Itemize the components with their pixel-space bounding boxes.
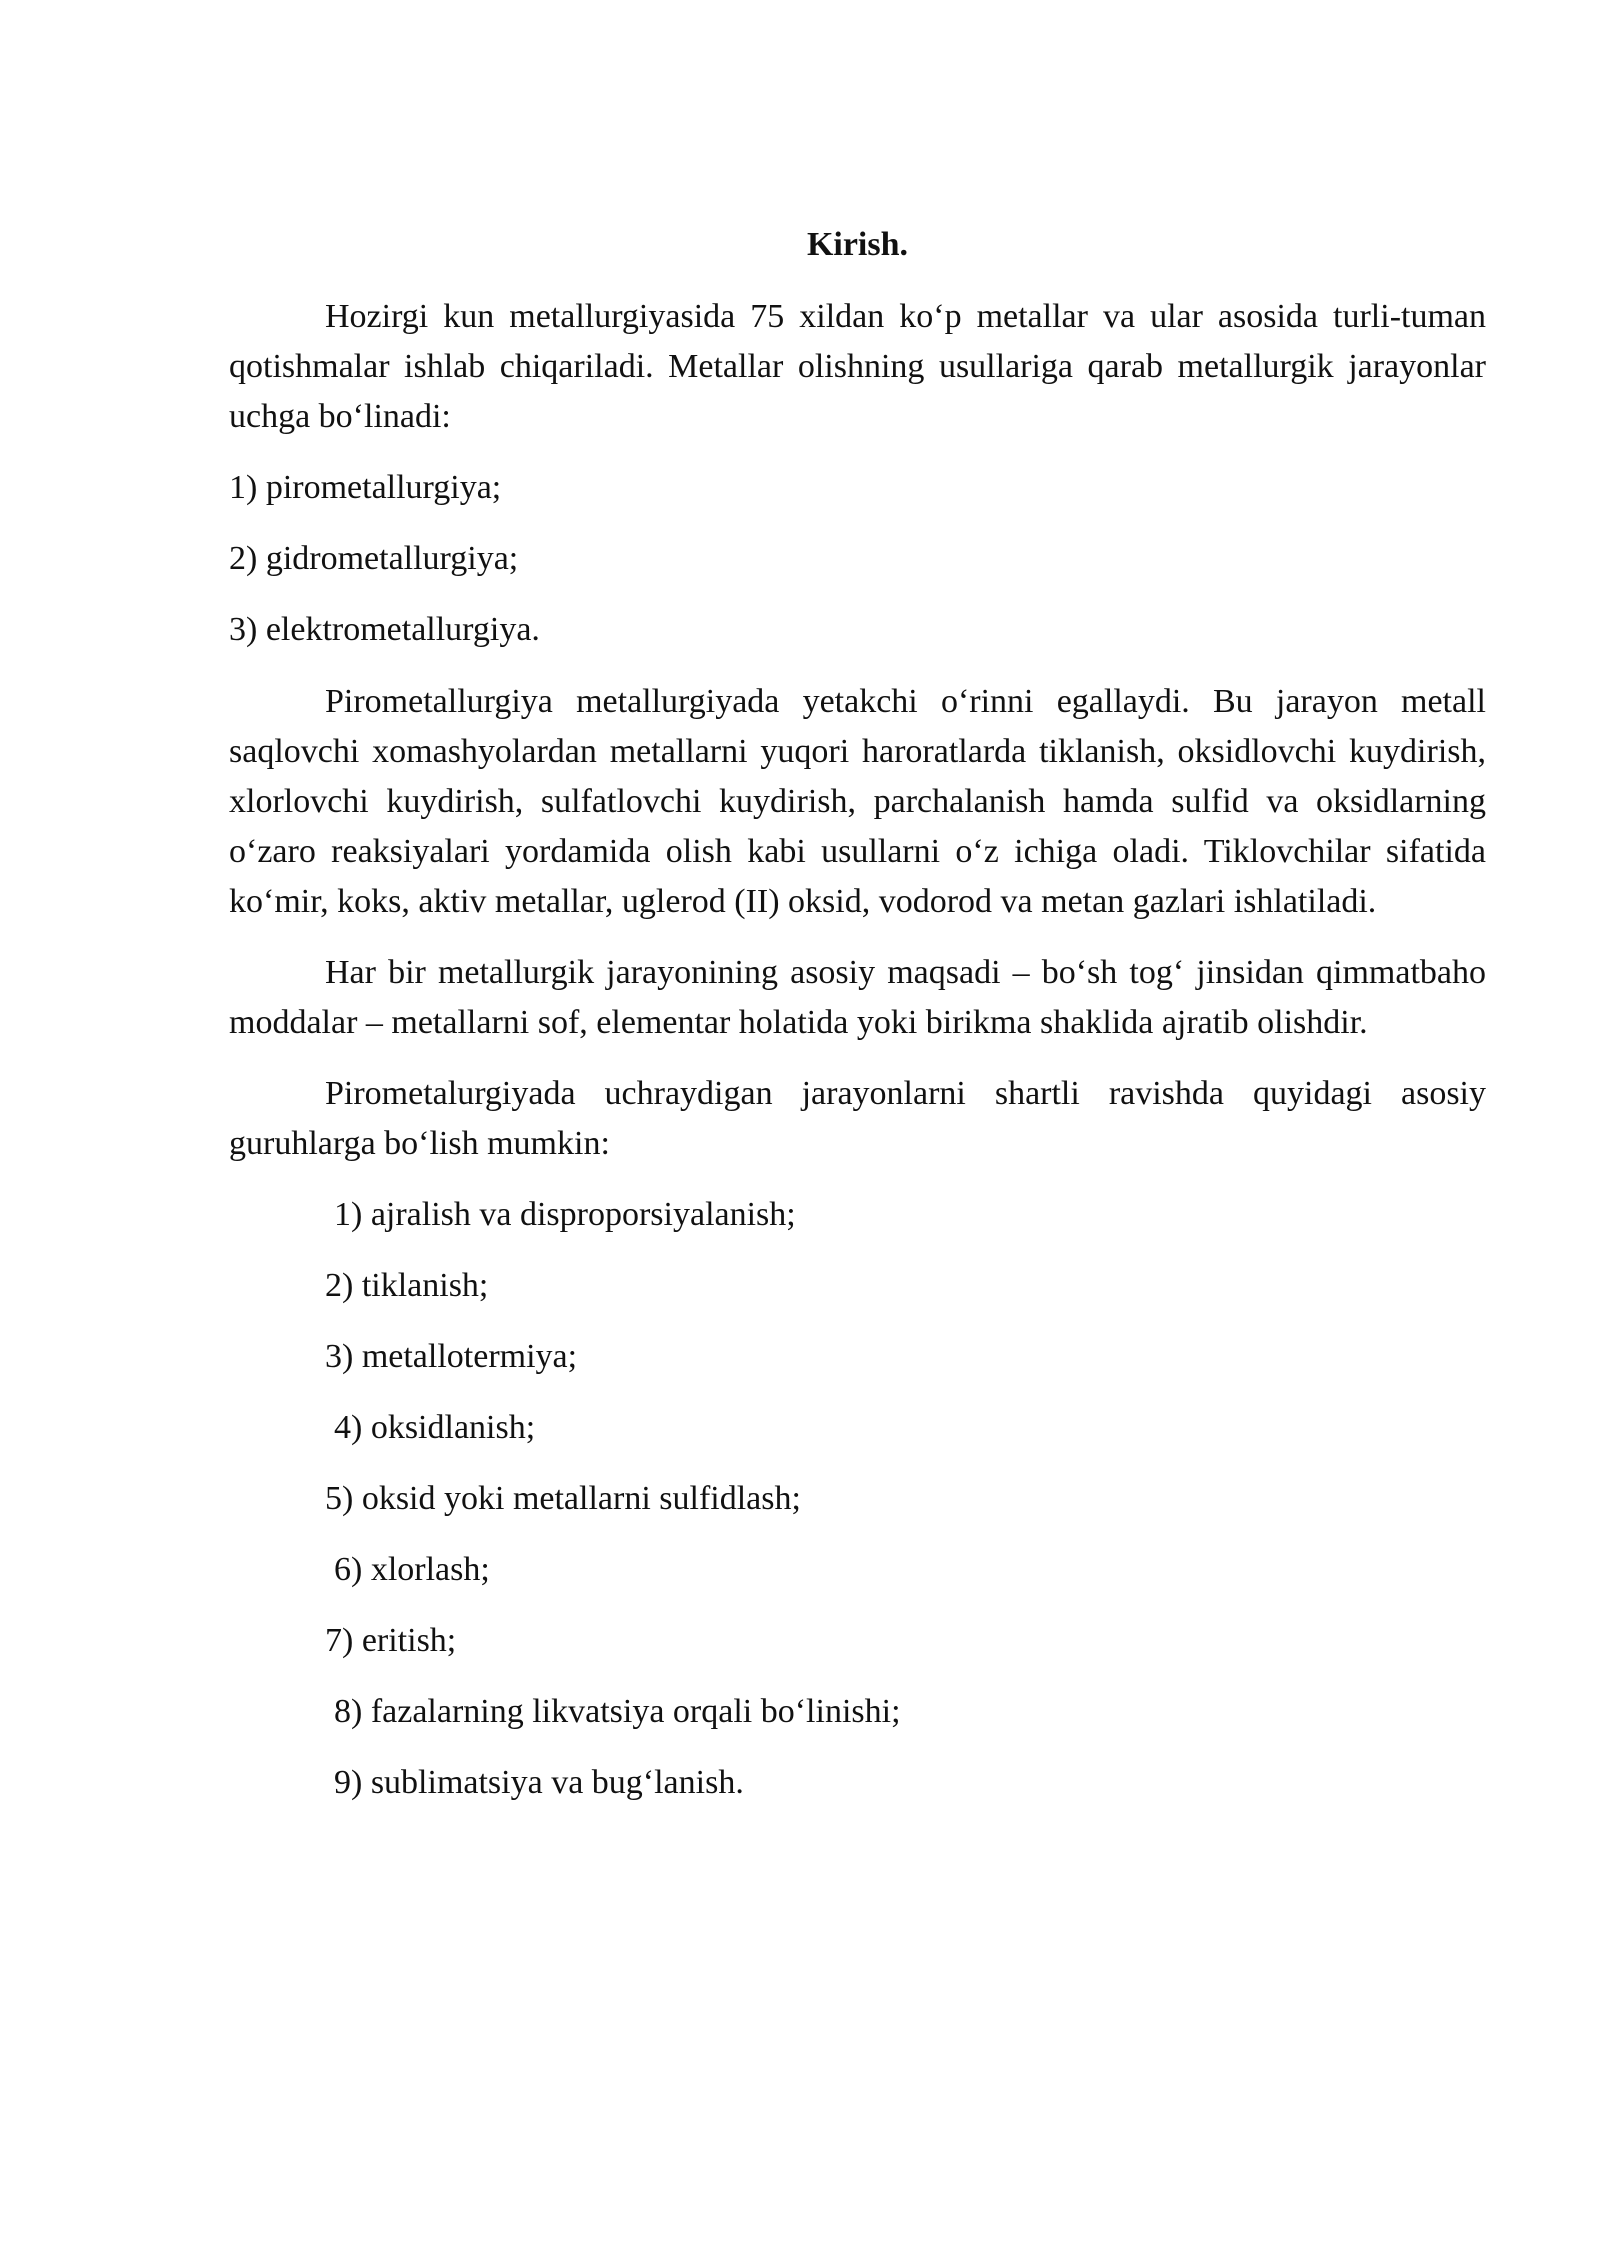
paragraph-intro: Hozirgi kun metallurgiyasida 75 xildan ko‘p metallar va ular asosida turli-tuman qotishmalar ishlab chiqariladi. Metallar olishning usullariga qarab metallurgik jarayonlar uchga bo‘linadi:	[229, 298, 1486, 435]
page-title: Kirish.	[806, 226, 909, 263]
paragraph-goal: Har bir metallurgik jarayonining asosiy maqsadi – bo‘sh tog‘ jinsidan qimmatbaho moddalar – metallarni sof, elementar holatida yoki birikma shaklida ajratib olishdir.	[229, 954, 1486, 1041]
paragraph-groups: Pirometalurgiyada uchraydigan jarayonlarni shartli ravishda quyidagi asosiy guruhlarga bo‘lish mumkin:	[229, 1075, 1486, 1162]
list-item: 2) gidrometallurgiya;	[229, 540, 519, 577]
list-item: 2) tiklanish;	[325, 1267, 489, 1304]
metallurgy-types-list	[229, 463, 1486, 655]
document-body	[229, 220, 1486, 1829]
list-item: 9) sublimatsiya va bug‘lanish.	[334, 1764, 744, 1801]
list-item: 4) oksidlanish;	[334, 1409, 536, 1446]
list-item: 8) fazalarning likvatsiya orqali bo‘linishi;	[334, 1693, 901, 1730]
list-item: 3) metallotermiya;	[325, 1338, 578, 1375]
list-item: 6) xlorlash;	[334, 1551, 490, 1588]
list-item: 3) elektrometallurgiya.	[229, 611, 540, 648]
list-item: 7) eritish;	[325, 1622, 457, 1659]
list-item: 5) oksid yoki metallarni sulfidlash;	[325, 1480, 801, 1517]
list-item: 1) ajralish va disproporsiyalanish;	[334, 1196, 796, 1233]
list-item: 1) pirometallurgiya;	[229, 469, 502, 506]
paragraph-pyrometallurgy: Pirometallurgiya metallurgiyada yetakchi o‘rinni egallaydi. Bu jarayon metall saqlovchi xomashyolardan metallarni yuqori haroratlarda tiklanish, oksidlovchi kuydirish, xlorlovchi kuydirish, sulfatlovchi kuydirish, parchalanish hamda sulfid va oksidlarning o‘zaro reaksiyalari yordamida olish kabi usullarni o‘z ichiga oladi. Tiklovchilar sifatida ko‘mir, koks, aktiv metallar, uglerod (II) oksid, vodorod va metan gazlari ishlatiladi.	[229, 683, 1486, 920]
process-groups-list	[229, 1190, 1486, 1808]
